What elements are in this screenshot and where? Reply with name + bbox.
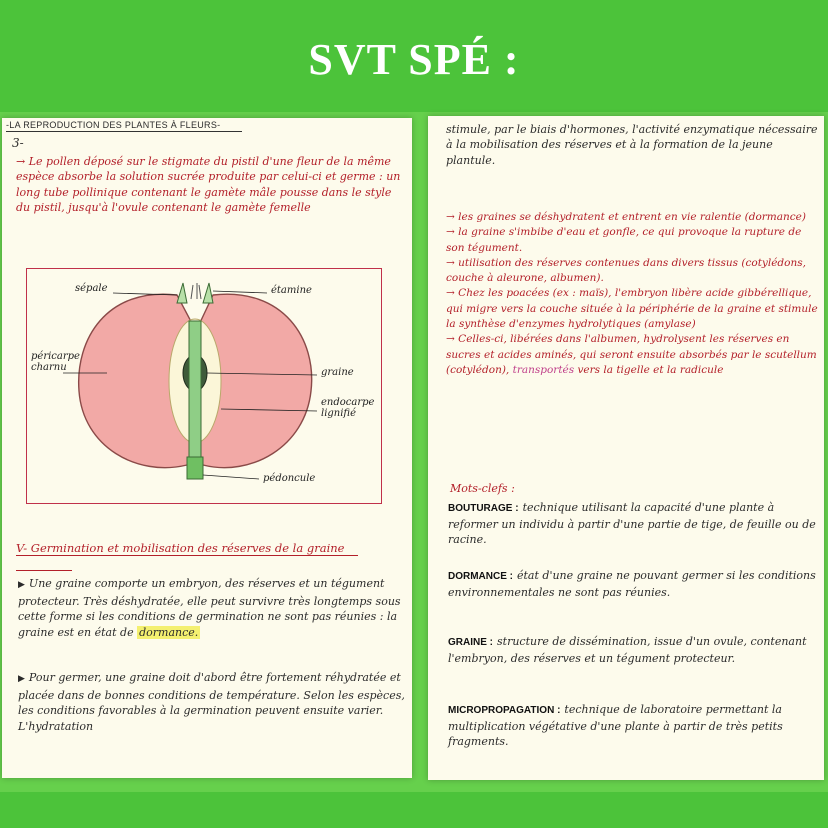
definition-term: BOUTURAGE : (448, 503, 519, 514)
label-sepale: sépale (75, 283, 108, 294)
arrow-icon: → (16, 155, 26, 168)
definition-term: MICROPROPAGATION : (448, 705, 561, 716)
label-etamine: étamine (271, 285, 312, 296)
right-notebook-page (428, 116, 824, 780)
list-item: → utilisation des réserves contenues dans divers tissus (cotylédons, couche à aleurone, albumen). (446, 256, 806, 285)
arrow-icon: → (446, 333, 455, 346)
germination-paragraph (18, 670, 408, 734)
list-item: → Chez les poacées (ex : maïs), l'embryon libère acide gibbérellique, qui migre vers la couche située à la périphérie de la graine et stimule la synthèse d'enzymes hydrolytiques (amylase) (446, 287, 818, 331)
germination-paragraph-text: Pour germer, une graine doit d'abord être fortement réhydratée et placée dans de bonnes conditions de température. Selon les espèces, les conditions favorables à la germination peuvent ensuite varier. L'hydratation (18, 671, 405, 733)
keywords-heading: Mots-clefs : (450, 482, 515, 495)
arrow-icon: → (446, 211, 455, 223)
label-graine: graine (321, 367, 354, 378)
bullet-icon: ▶ (18, 580, 25, 590)
definition-graine: GRAINE : structure de dissémination, issue d'un ovule, contenant l'embryon, des réserves et un tégument protecteur. (448, 635, 807, 665)
stem-axis (189, 321, 201, 469)
list-item: → la graine s'imbibe d'eau et gonfle, ce qui provoque la rupture de son tégument. (446, 226, 802, 254)
bullet-icon: ▶ (18, 674, 25, 684)
page-title: SVT SPÉ : (308, 35, 520, 84)
definition-bouturage: BOUTURAGE : technique utilisant la capacité d'une plante à reformer un individu à partir d'une partie de tige, de feuille ou de racine. (448, 501, 816, 547)
definition-term: GRAINE : (448, 637, 493, 648)
list-item: → Celles-ci, libérées dans l'albumen, hydrolysent les réserves en sucres et acides aminés, qui seront ensuite absorbés par le scutellum (cotylédon), transportés vers la tigelle et la radicule (446, 333, 817, 376)
pink-word: transportés (512, 363, 575, 376)
arrow-icon: → (446, 226, 455, 239)
definition-term: DORMANCE : (448, 571, 513, 582)
peduncle-base (187, 457, 203, 479)
germination-steps-list (446, 210, 818, 378)
sepal-right (203, 283, 213, 303)
continuation-paragraph: stimule, par le biais d'hormones, l'activité enzymatique nécessaire à la mobilisation des réserves et à la formation de la jeune plantule. (446, 123, 818, 167)
definition-dormance: DORMANCE : état d'une graine ne pouvant germer si les conditions environnementales ne sont pas réunies. (448, 569, 816, 599)
section-title: V- Germination et mobilisation des réserves de la graine (16, 541, 345, 555)
fruit-cross-section-drawing (27, 269, 383, 505)
fruit-diagram (26, 268, 382, 504)
seed-paragraph-text: Une graine comporte un embryon, des réserves et un tégument protecteur. Très déshydratée, elle peut survivre très longtemps sous cette forme si les conditions de germination ne sont pas réunies : la graine est en état de (18, 577, 401, 639)
leader-pedoncule (203, 475, 259, 479)
leader-etamine (213, 291, 267, 293)
label-pedoncule: pédoncule (263, 473, 316, 484)
chapter-underline (6, 131, 242, 132)
sepal-left (177, 283, 187, 303)
left-notebook-page (2, 118, 412, 778)
arrow-icon: → (446, 287, 455, 300)
pollen-text: Le pollen déposé sur le stigmate du pistil d'une fleur de la même espèce absorbe la solution sucrée produite par celui-ci et germe : un long tube pollinique contenant le gamète mâle pousse dans le style du pistil, jusqu'à l'ovule contenant le gamète femelle (16, 155, 401, 215)
label-endocarpe: endocarpe lignifié (321, 397, 375, 419)
section-underline (16, 555, 358, 556)
label-pericarpe: péricarpe charnu (31, 351, 80, 373)
pollen-paragraph (16, 154, 406, 216)
section-underline-2 (16, 570, 72, 571)
seed-paragraph (18, 576, 408, 640)
chapter-heading: -LA REPRODUCTION DES PLANTES À FLEURS- (6, 120, 221, 130)
highlighted-term: dormance. (139, 625, 199, 639)
definition-micropropagation: MICROPROPAGATION : technique de laboratoire permettant la multiplication végétative d'une plante à partir de très petits fragments. (448, 703, 783, 749)
list-item: → les graines se déshydratent et entrent en vie ralentie (dormance) (446, 211, 806, 223)
paragraph-number: 3- (12, 136, 24, 150)
arrow-icon: → (446, 256, 455, 269)
stamens (191, 283, 201, 299)
